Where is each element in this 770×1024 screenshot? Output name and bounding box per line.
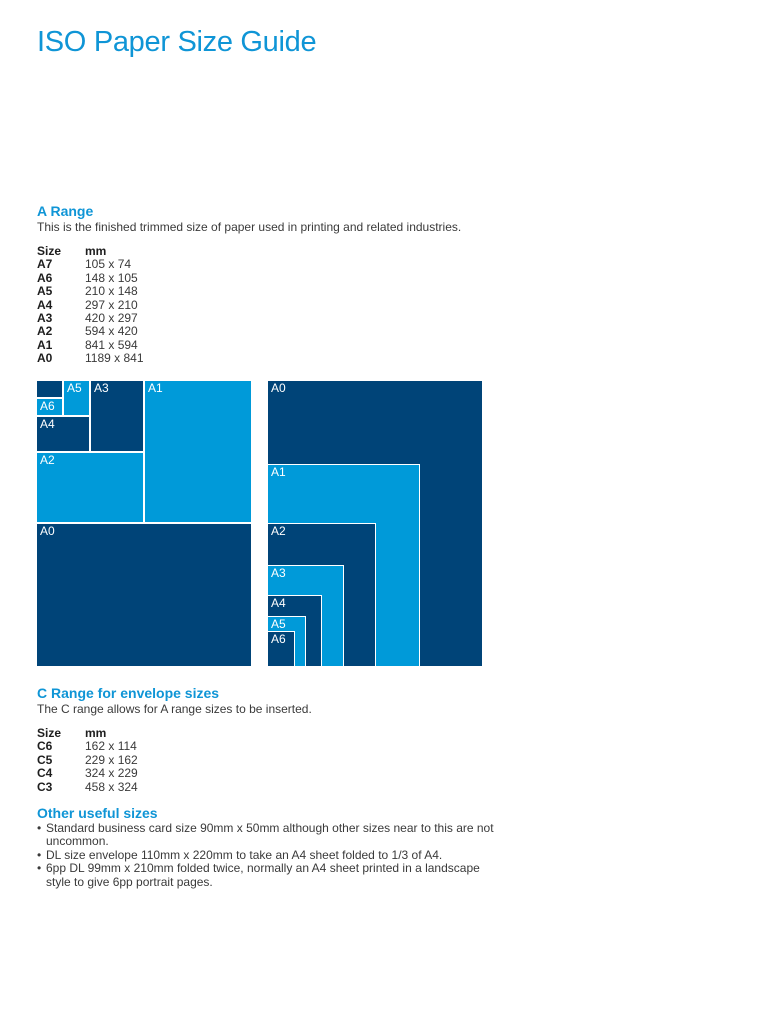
size-mm: 297 x 210 xyxy=(85,297,138,312)
size-name: C3 xyxy=(37,779,53,794)
size-name: A4 xyxy=(37,297,53,312)
a-range-section xyxy=(37,203,461,366)
size-name: A1 xyxy=(37,337,53,352)
a6-rect xyxy=(36,398,63,416)
table-row xyxy=(37,272,144,285)
mm-column-header: mm xyxy=(85,726,107,740)
size-mm: 148 x 105 xyxy=(85,270,138,285)
size-mm: 229 x 162 xyxy=(85,752,138,767)
size-name: A0 xyxy=(37,351,53,366)
a4-label: A4 xyxy=(40,417,55,431)
a4-rect xyxy=(36,416,90,452)
list-item xyxy=(37,862,496,889)
a1-label: A1 xyxy=(148,381,163,395)
table-header-row xyxy=(37,727,138,740)
page-title: ISO Paper Size Guide xyxy=(37,26,317,58)
a0-label: A0 xyxy=(271,381,286,395)
other-sizes-heading: Other useful sizes xyxy=(37,805,158,821)
a-series-nested-diagram xyxy=(267,380,483,667)
size-name: C5 xyxy=(37,752,53,767)
size-name: C6 xyxy=(37,739,53,754)
a3-label: A3 xyxy=(271,566,286,580)
a-series-subdivision-diagram xyxy=(36,380,252,667)
list-item-text: Standard business card size 90mm x 50mm although other sizes near to this are not uncommon. xyxy=(46,821,494,849)
size-mm: 420 x 297 xyxy=(85,311,138,326)
a1-label: A1 xyxy=(271,465,286,479)
a-range-description: This is the finished trimmed size of paper used in printing and related industries. xyxy=(37,220,462,234)
size-name: C4 xyxy=(37,766,53,781)
table-row xyxy=(37,312,144,325)
table-row xyxy=(37,754,138,767)
other-sizes-list xyxy=(37,822,496,889)
bullet-icon: • xyxy=(37,847,42,862)
size-mm: 594 x 420 xyxy=(85,324,138,339)
size-name: A7 xyxy=(37,257,53,272)
size-name: A5 xyxy=(37,284,53,299)
table-header-row xyxy=(37,245,144,258)
size-name: A6 xyxy=(37,270,53,285)
a-range-heading: A Range xyxy=(37,203,94,219)
size-mm: 458 x 324 xyxy=(85,779,138,794)
table-row xyxy=(37,258,144,271)
c-range-description: The C range allows for A range sizes to be inserted. xyxy=(37,702,312,716)
a0-rect xyxy=(36,523,252,667)
table-row xyxy=(37,325,144,338)
size-mm: 1189 x 841 xyxy=(85,351,144,366)
a6-rect xyxy=(267,631,295,667)
a1-rect xyxy=(144,380,252,523)
a5-label: A5 xyxy=(271,617,286,631)
a6-label: A6 xyxy=(271,632,286,646)
a3-label: A3 xyxy=(94,381,109,395)
size-mm: 162 x 114 xyxy=(85,739,137,754)
table-row xyxy=(37,339,144,352)
bullet-icon: • xyxy=(37,821,42,835)
list-item xyxy=(37,849,496,862)
a6-label: A6 xyxy=(40,399,55,413)
table-row xyxy=(37,299,144,312)
bullet-icon: • xyxy=(37,861,42,876)
size-name: A3 xyxy=(37,311,53,326)
a2-label: A2 xyxy=(271,524,286,538)
size-name: A2 xyxy=(37,324,53,339)
list-item xyxy=(37,822,496,849)
size-column-header: Size xyxy=(37,244,62,258)
c-range-heading: C Range for envelope sizes xyxy=(37,685,220,701)
c-range-table xyxy=(37,727,138,794)
size-mm: 105 x 74 xyxy=(85,257,132,272)
table-row xyxy=(37,781,138,794)
a0-label: A0 xyxy=(40,524,55,538)
a2-label: A2 xyxy=(40,453,55,467)
list-item-text: DL size envelope 110mm x 220mm to take an A4 sheet folded to 1/3 of A4. xyxy=(46,847,443,862)
other-sizes-section xyxy=(37,805,496,889)
c-range-section xyxy=(37,685,312,794)
a5-rect xyxy=(63,380,90,416)
a7-rect xyxy=(36,380,63,398)
table-row xyxy=(37,740,138,753)
table-row xyxy=(37,352,144,365)
a2-rect xyxy=(36,452,144,523)
size-column-header: Size xyxy=(37,726,62,740)
table-row xyxy=(37,767,138,780)
a-range-table xyxy=(37,245,144,366)
list-item-text: 6pp DL 99mm x 210mm folded twice, normally an A4 sheet printed in a landscape style to give 6pp portrait pages. xyxy=(46,861,480,889)
size-mm: 210 x 148 xyxy=(85,284,138,299)
a3-rect xyxy=(90,380,144,452)
size-mm: 841 x 594 xyxy=(85,337,138,352)
size-mm: 324 x 229 xyxy=(85,766,138,781)
table-row xyxy=(37,285,144,298)
mm-column-header: mm xyxy=(85,244,107,258)
a4-label: A4 xyxy=(271,596,286,610)
a5-label: A5 xyxy=(67,381,82,395)
